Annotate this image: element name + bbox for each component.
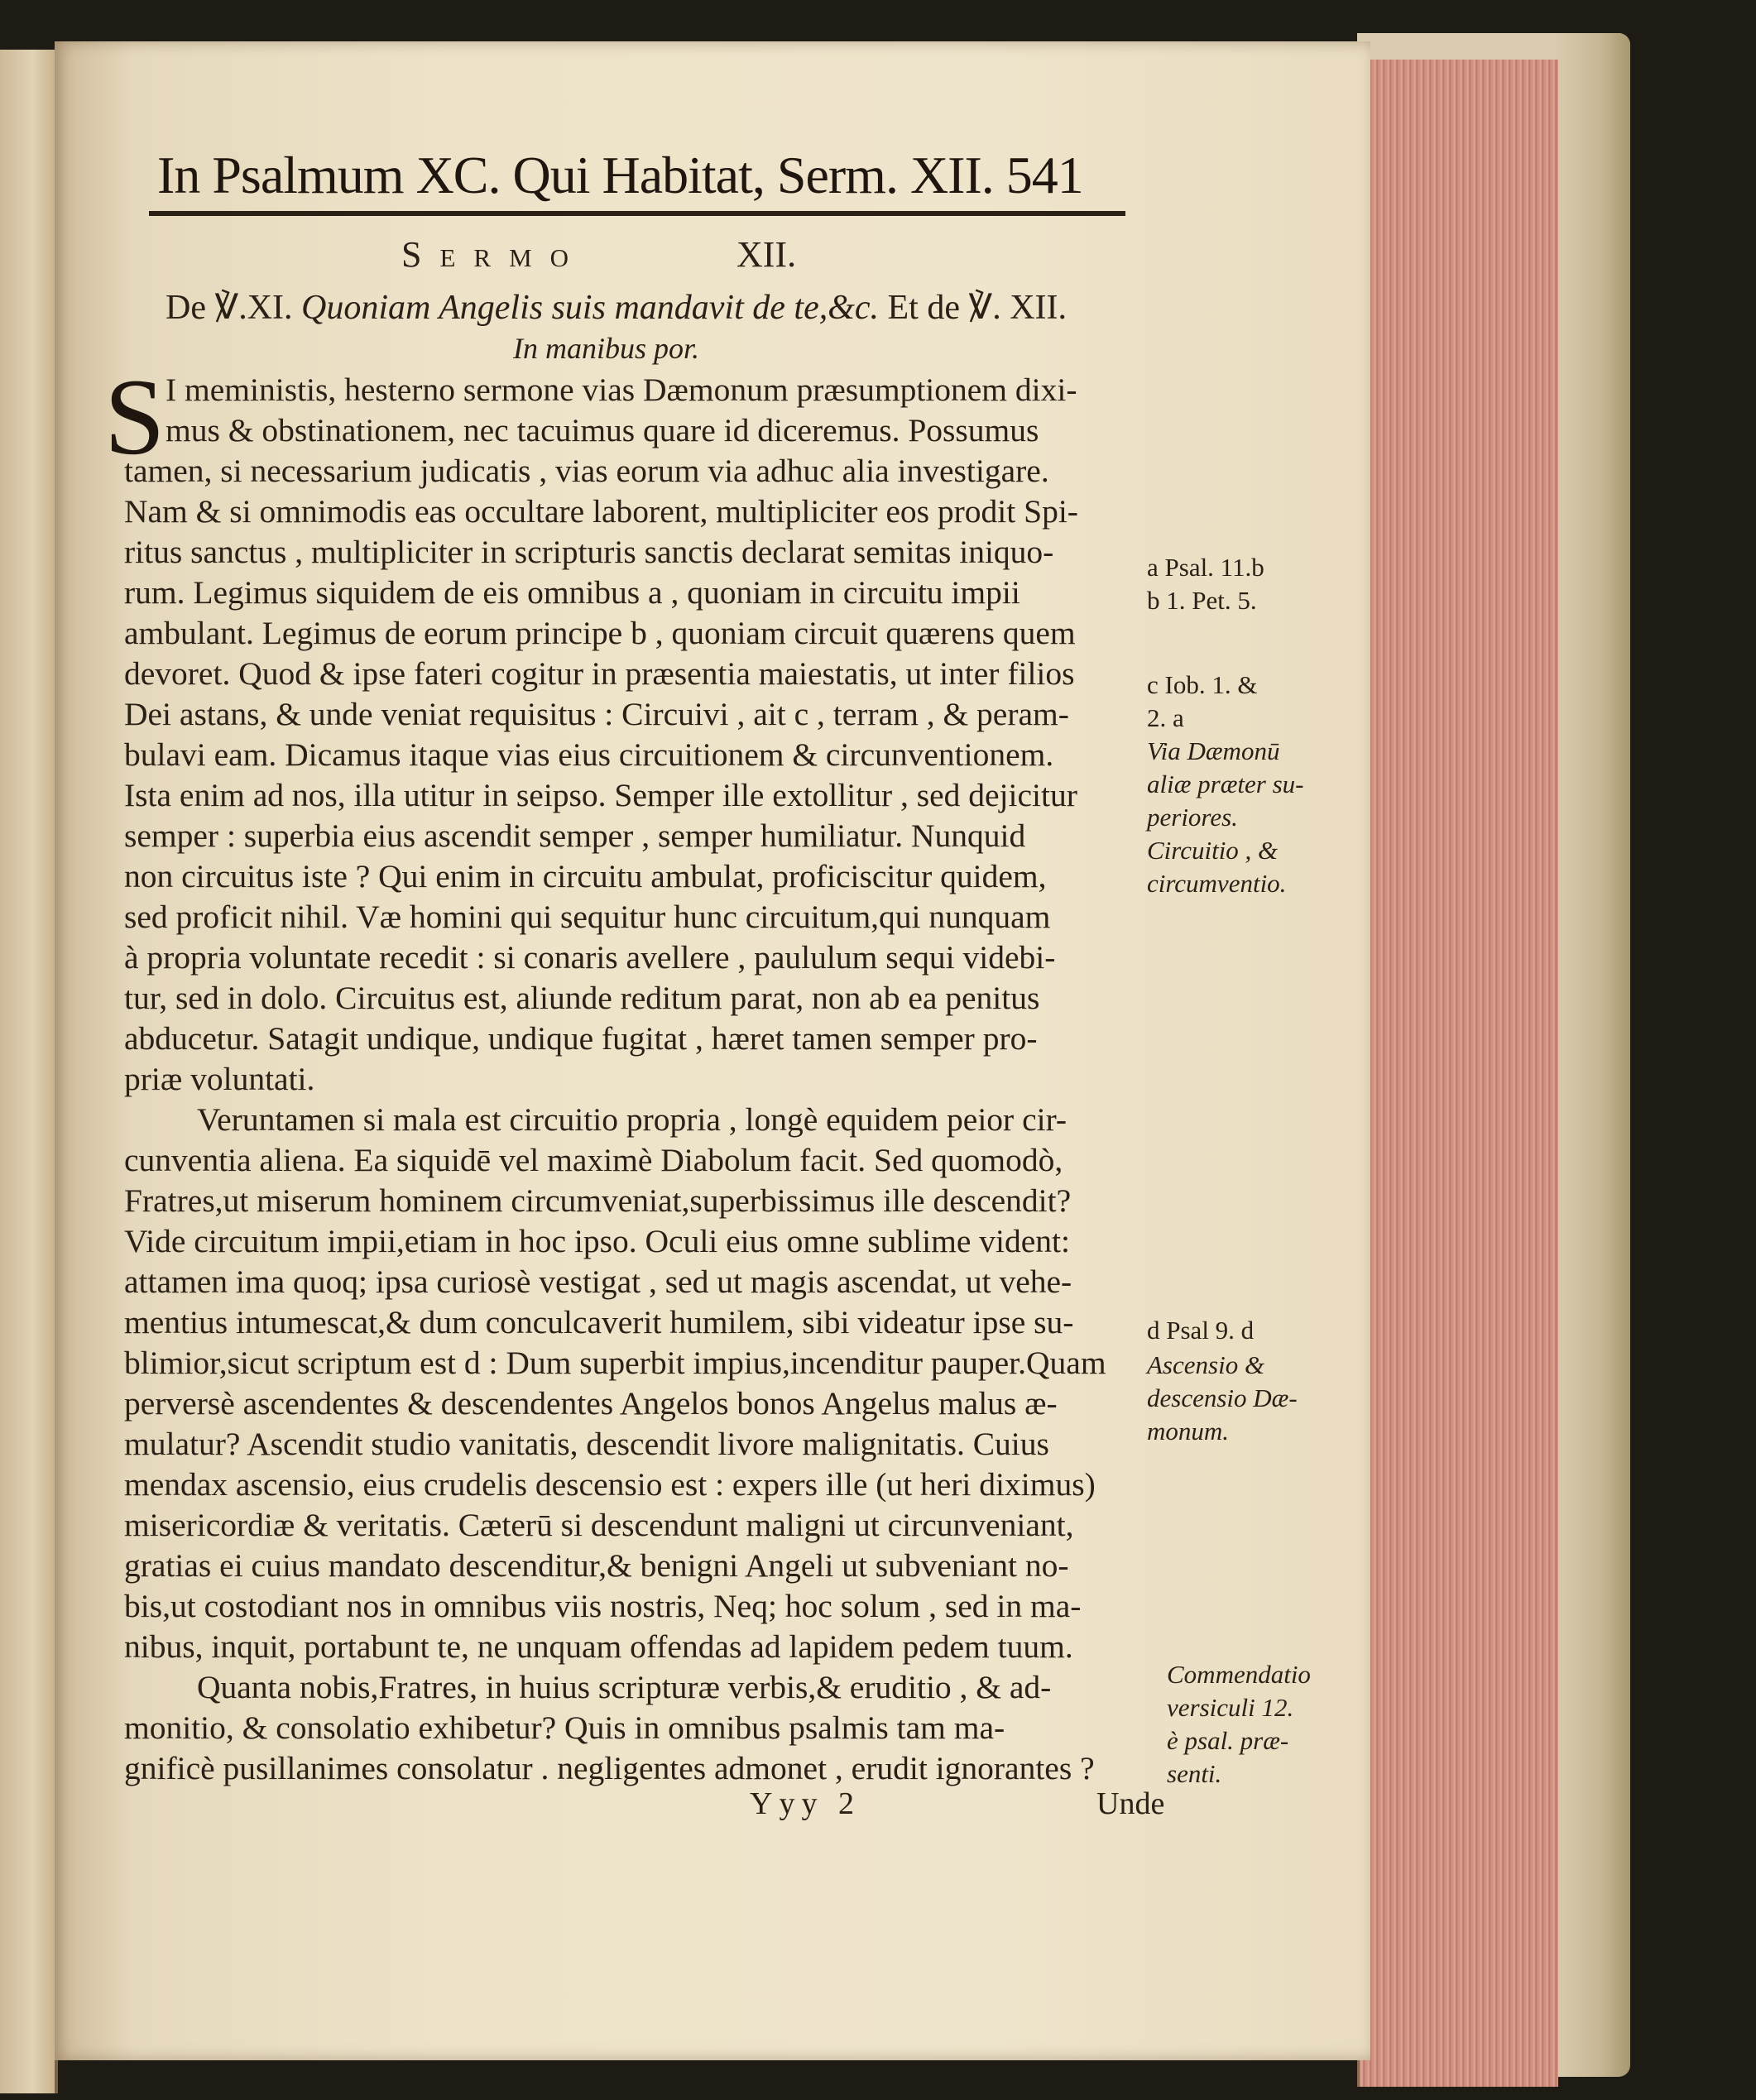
sermon-subtitle-line2: In manibus por. — [513, 332, 700, 365]
body-line: Veruntamen si mala est circuitio propria , longè equidem peior cir- — [197, 1101, 1068, 1138]
body-line: à propria voluntate recedit : si conaris avellere , paululum sequi videbi- — [124, 939, 1056, 976]
subtitle-prefix: De ℣.XI. — [166, 289, 302, 327]
body-line: nibus, inquit, portabunt te, ne unquam offendas ad lapidem pedem tuum. — [124, 1628, 1073, 1665]
body-line: monitio, & consolatio exhibetur? Quis in omnibus psalmis tam ma- — [124, 1709, 1005, 1746]
page-block-edges — [1357, 60, 1558, 2087]
margin-note: circumventio. — [1147, 869, 1287, 898]
margin-note: Circuitio , & — [1147, 836, 1279, 865]
sermon-subtitle — [166, 286, 1067, 328]
body-line: mus & obstinationem, nec tacuimus quare id diceremus. Possumus — [166, 412, 1039, 448]
body-line: gratias ei cuius mandato descenditur,& benigni Angeli ut subveniant no- — [124, 1547, 1069, 1584]
body-line: rum. Legimus siquidem de eis omnibus a , quoniam in circuitu impii — [124, 574, 1020, 611]
margin-note: senti. — [1167, 1759, 1222, 1788]
body-line: Fratres,ut miserum hominem circumveniat,superbissimus ille descendit? — [124, 1182, 1072, 1219]
margin-note: versiculi 12. — [1167, 1693, 1294, 1722]
body-line: perversè ascendentes & descendentes Angelos bonos Angelus malus æ- — [124, 1385, 1058, 1422]
margin-note: a Psal. 11.b — [1147, 553, 1264, 582]
body-line: mendax ascensio, eius crudelis descensio est : expers ille (ut heri diximus) — [124, 1466, 1096, 1503]
margin-note: monum. — [1147, 1417, 1230, 1446]
drop-cap: S — [104, 356, 166, 477]
sermon-number: XII. — [736, 234, 797, 275]
left-page-edge — [0, 50, 58, 2093]
body-line: bis,ut costodiant nos in omnibus viis nostris, Neq; hoc solum , sed in ma- — [124, 1588, 1082, 1624]
header-rule — [149, 211, 1125, 216]
body-line: devoret. Quod & ipse fateri cogitur in præsentia maiestatis, ut inter filios — [124, 655, 1075, 692]
body-line: priæ voluntati. — [124, 1061, 315, 1097]
margin-note: Via Dæmonū — [1147, 736, 1280, 765]
body-line: mentius intumescat,& dum conculcaverit humilem, sibi videatur ipse su- — [124, 1304, 1074, 1340]
margin-note: Commendatio — [1167, 1660, 1311, 1689]
sermon-heading: Sermo — [401, 234, 588, 275]
margin-note: 2. a — [1147, 703, 1184, 732]
signature-mark: Yyy 2 — [750, 1786, 861, 1821]
margin-note: b 1. Pet. 5. — [1147, 586, 1257, 615]
subtitle-italic: Quoniam Angelis suis mandavit de te,&c. — [301, 289, 880, 327]
body-line: misericordiæ & veritatis. Cæterū si descendunt maligni ut circunveniant, — [124, 1507, 1074, 1543]
body-line: abducetur. Satagit undique, undique fugitat , hæret tamen semper pro- — [124, 1020, 1038, 1057]
body-line: ritus sanctus , multipliciter in scripturis sanctis declarat semitas iniquo- — [124, 534, 1054, 570]
body-line: blimior,sicut scriptum est d : Dum superbit impius,incenditur pauper.Quam — [124, 1345, 1106, 1381]
body-line: tamen, si necessarium judicatis , vias eorum via adhuc alia investigare. — [124, 453, 1049, 489]
book-cover-edge — [1556, 33, 1630, 2077]
margin-note: Ascensio & — [1147, 1350, 1265, 1379]
body-line: non circuitus iste ? Qui enim in circuitu ambulat, proficiscitur quidem, — [124, 858, 1047, 894]
catchword: Unde — [1096, 1786, 1165, 1821]
body-line: cunventia aliena. Ea siquidē vel maximè Diabolum facit. Sed quomodò, — [124, 1142, 1063, 1178]
body-line: tur, sed in dolo. Circuitus est, aliunde reditum parat, non ab ea penitus — [124, 980, 1040, 1016]
body-line: Vide circuitum impii,etiam in hoc ipso. Oculi eius omne sublime vident: — [124, 1223, 1070, 1259]
margin-note: c Iob. 1. & — [1147, 670, 1258, 699]
body-line: bulavi eam. Dicamus itaque vias eius circuitionem & circunventionem. — [124, 736, 1054, 773]
body-line: Nam & si omnimodis eas occultare laborent, multipliciter eos prodit Spi- — [124, 493, 1078, 530]
body-line: Quanta nobis,Fratres, in huius scripturæ verbis,& eruditio , & ad- — [197, 1669, 1052, 1705]
margin-note: descensio Dæ- — [1147, 1383, 1298, 1412]
body-line: attamen ima quoq; ipsa curiosè vestigat , sed ut magis ascendat, ut vehe- — [124, 1263, 1072, 1300]
subtitle-suffix: Et de ℣. XII. — [879, 289, 1068, 327]
margin-note: d Psal 9. d — [1147, 1316, 1255, 1345]
margin-note: aliæ præter su- — [1147, 770, 1304, 798]
body-line: sed proficit nihil. Væ homini qui sequitur hunc circuitum,qui nunquam — [124, 899, 1051, 935]
body-line: ambulant. Legimus de eorum principe b , quoniam circuit quærens quem — [124, 615, 1076, 651]
body-line: I meministis, hesterno sermone vias Dæmonum præsumptionem dixi- — [166, 372, 1077, 408]
body-line: Dei astans, & unde veniat requisitus : Circuivi , ait c , terram , & peram- — [124, 696, 1069, 732]
body-line: Ista enim ad nos, illa utitur in seipso. Semper ille extollitur , sed dejicitur — [124, 777, 1077, 813]
margin-note: periores. — [1147, 803, 1238, 832]
margin-note: è psal. præ- — [1167, 1726, 1289, 1755]
body-line: mulatur? Ascendit studio vanitatis, descendit livore malignitatis. Cuius — [124, 1426, 1049, 1462]
body-line: semper : superbia eius ascendit semper , semper humiliatur. Nunquid — [124, 817, 1026, 854]
body-line: gnificè pusillanimes consolatur . negligentes admonet , erudit ignorantes ? — [124, 1750, 1095, 1786]
running-header: In Psalmum XC. Qui Habitat, Serm. XII. 541 — [157, 146, 1083, 204]
